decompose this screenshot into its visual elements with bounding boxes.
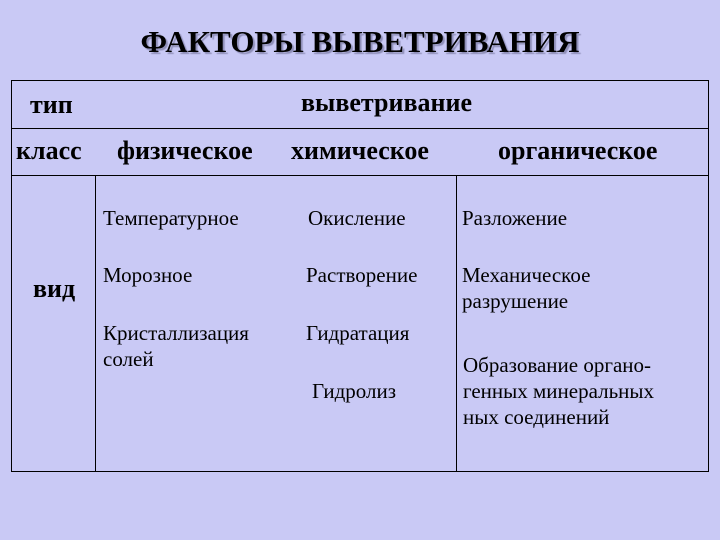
column-divider-organic — [456, 175, 457, 472]
row-label-type: тип — [30, 90, 73, 119]
chemical-dissolution: Растворение — [306, 263, 418, 287]
table-divider-type — [11, 128, 709, 129]
page-title: ФАКТОРЫ ВЫВЕТРИВАНИЯ — [140, 24, 580, 59]
physical-frost: Морозное — [103, 263, 193, 287]
chemical-hydrolysis: Гидролиз — [312, 379, 396, 403]
chemical-hydration: Гидратация — [306, 321, 410, 345]
organic-organomineral-formation: Образование органо- генных минеральных ных соединений — [463, 353, 654, 429]
table-divider-class — [11, 175, 709, 176]
type-value-weathering: выветривание — [301, 88, 472, 117]
row-label-class: класс — [16, 136, 82, 165]
organic-decomposition: Разложение — [462, 206, 568, 230]
class-chemical: химическое — [291, 136, 429, 165]
chemical-oxidation: Окисление — [308, 206, 406, 230]
row-label-kind: вид — [33, 274, 76, 303]
physical-salt-crystallization: Кристаллизация солей — [103, 321, 249, 371]
physical-temperature: Температурное — [103, 206, 239, 230]
column-divider-label — [95, 175, 96, 472]
organic-mechanical-destruction: Механическое разрушение — [462, 263, 591, 313]
class-organic: органическое — [498, 136, 658, 165]
class-physical: физическое — [117, 136, 253, 165]
